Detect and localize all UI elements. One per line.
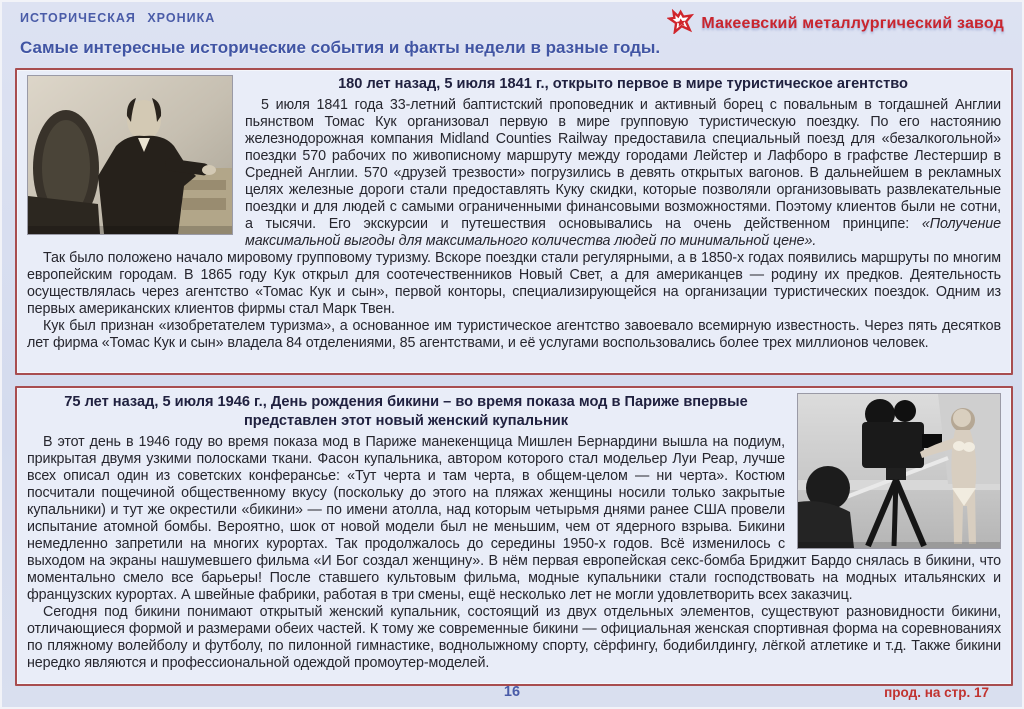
section-label: ИСТОРИЧЕСКАЯ ХРОНИКА — [20, 11, 216, 25]
brand-name: Макеевский металлургический завод — [701, 15, 1004, 32]
article-paragraph: В этот день в 1946 году во время показа мод в Париже манекенщица Мишлен Бернардини вышла на подиум, прикрытая двумя узкими полосками ткани. Фасон купальника, автором которого стал модельер Луи Реар, лучше всех описал один из советских конферансье: «Тут черта и там черта, в общем-целом — ни черта». Костюм посчитали пощечиной общественному вкусу (поскольку до этого на пляжах женщины носили только закрытые купальники) и тут же окрестили «бикини» — по имени атолла, над которым четырьмя днями ранее США провели испытание атомной бомбы. Вероятно, шок от новой модели был не меньшим, чем от ядерного взрыва. Бикини немедленно запретили на многих курортах. Так продолжалось до середины 1950-х годов. Всё изменилось с выходом на экраны нашумевшего фильма «И Бог создал женщину». В нём первая европейская секс-бомба Бриджит Бардо снялась в бикини, что моментально смело все барьеры! После ставшего культовым фильма, модные купальники стали господствовать на модных итальянских и французских курортах. А швейные фабрики, работая в три смены, ещё несколько лет не могли удовлетворить всех заказчиц. — [27, 434, 1001, 603]
continuation-note: прод. на стр. 17 — [884, 685, 989, 700]
bikini-fashion-show-photo — [797, 393, 1001, 549]
page-subtitle: Самые интересные исторические события и факты недели в разные годы. — [20, 38, 661, 57]
article-paragraph: Кук был признан «изобретателем туризма», а основанное им туристическое агентство завоевало всемирную известность. Через пять десятков лет фирма «Томас Кук и сын» владела 84 отделениями, 85 агентствами, и её услугами воспользовались более трех миллионов человек. — [27, 318, 1001, 351]
article-paragraph: Так было положено начало мировому групповому туризму. Вскоре поездки стали регулярными, а в 1850-х годах появились маршруты по многим европейским городам. В 1865 году Кук открыл для соотечественников Новый Свет, а для американцев — родину их предков. Деятельность осуществлялась через агентство «Томас Кук и сын», первой конторы, специализирующейся на организации туристических поездок. Одним из первых американских клиентов фирмы стал Марк Твен. — [27, 250, 1001, 317]
article-title: 75 лет назад, 5 июля 1946 г., День рождения бикини – во время показа мод в Париже впервые представлен этот новый женский купальник — [64, 394, 748, 429]
page-number: 16 — [503, 684, 521, 700]
mmz-star-logo-icon — [667, 9, 695, 39]
page-footer — [2, 684, 1022, 704]
article-bikini-birthday — [15, 386, 1013, 686]
article-paragraph: 5 июля 1841 года 33-летний баптистский проповедник и активный борец с повальным в тогдашней Англии пьянством Томас Кук организовал первую в мире групповую туристическую поездку. По его настоянию железнодорожная компания Midland Counties Railway предоставила специальный поезд для «безалкогольной» поездки 570 рабочих по живописному маршруту между городами Лейстер и Лафборо в графстве Лестершир в Средней Англии. 570 «друзей трезвости» погрузились в девять открытых вагонов. В дальнейшем в рекламных целях железные дороги стали предоставлять Куку скидки, которые позволяли организовывать развлекательные поездки и для людей с самыми ограниченными финансовыми возможностями. Поэтому клиентов были не сотни, а тысячи. Его экскурсии и путешествия основывались на очень действенном принципе: «Получение максимальной выгоды для максимального количества людей по минимальной цене». — [245, 97, 1001, 249]
article-title: 180 лет назад, 5 июля 1841 г., открыто первое в мире туристическое агентство — [338, 76, 908, 92]
brand — [667, 9, 1004, 39]
article-paragraph: Сегодня под бикини понимают открытый женский купальник, состоящий из двух отдельных элементов, существуют разновидности бикини, отличающиеся формой и размерами обеих частей. К тому же современные бикини — официальная женская спортивная форма на соревнованиях по пляжному волейболу и футболу, по пилонной гимнастике, воднолыжному спорту, сёрфингу, бодибилдингу, лёгкой атлетике и т.д. Также бикини нередко являются и профессиональной одеждой промоутер-моделей. — [27, 604, 1001, 671]
page-header — [20, 9, 1006, 33]
thomas-cook-photo — [27, 75, 233, 235]
article-tourism-agency — [15, 68, 1013, 375]
